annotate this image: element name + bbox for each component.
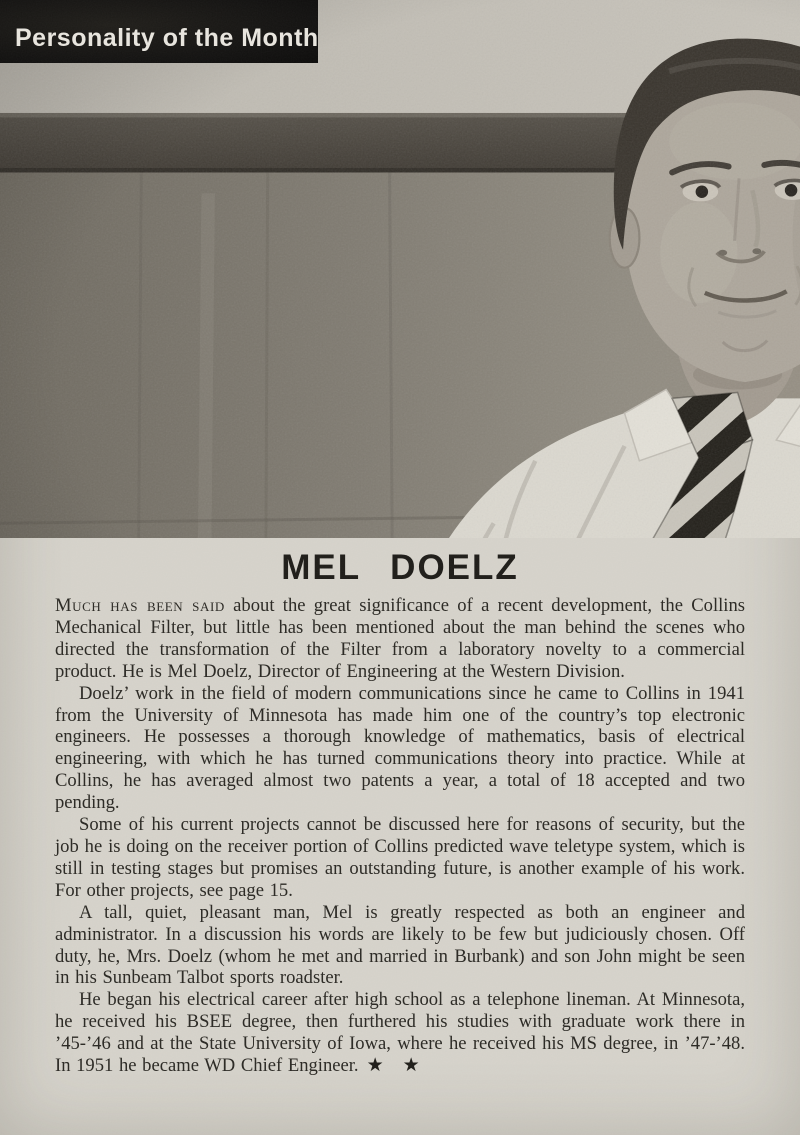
paragraph [55,902,745,990]
personality-banner [0,0,318,63]
paragraph-text: Doelz’ work in the field of modern communications since he came to Collins in 1941 from the University of Minnesota has made him one of the country’s top electronic engineers. He possesses a thorough knowledge of mathematics, basis of electrical engineering, with which he has turned communications theory into practice. While at Collins, he has averaged almost two patents a year, a total of 18 accepted and two pending. [55,682,745,814]
paragraph-text: Some of his current projects cannot be discussed here for reasons of security, but the job he is doing on the receiver portion of Collins predicted wave teletype system, which is still in testing stages but promises an outstanding future, is another example of his work. For other projects, see page 15. [55,814,745,901]
photo-grain [0,0,800,538]
banner-label: Personality of the Month [15,24,319,52]
paragraph [55,595,745,683]
paragraph-text: A tall, quiet, pleasant man, Mel is greatly respected as both an engineer and administrator. In a discussion his words are likely to be few but judiciously chosen. Off duty, he, Mrs. Doelz (whom he met and married in Burbank) and son John might be seen in his Sunbeam Talbot sports roadster. [55,901,745,989]
end-stars: ★ ★ [366,1054,426,1077]
article-body [55,595,745,1077]
paragraph [55,683,745,814]
article-title: MEL DOELZ [281,548,519,587]
portrait-photo [0,0,800,538]
portrait-photo-art [0,0,800,538]
lead-in-small-caps: Much has been said [55,595,225,616]
paragraph [55,989,745,1077]
article [0,538,800,1077]
paragraph [55,814,745,902]
paragraph-text: He began his electrical career after high school as a telephone lineman. At Minnesota, he received his BSEE degree, then furthered his studies with graduate work there in ’45-’46 and at the State University of Iowa, where he received his MS degree, in ’47-’48. In 1951 he became WD Chief Engineer. [55,989,745,1077]
paragraph-text: about the great significance of a recent development, the Collins Mechanical Filter, but little has been mentioned about the man behind the scenes who directed the transformation of the Filter from a laboratory novelty to a commercial product. He is Mel Doelz, Director of Engineering at the Western Division. [55,595,745,682]
